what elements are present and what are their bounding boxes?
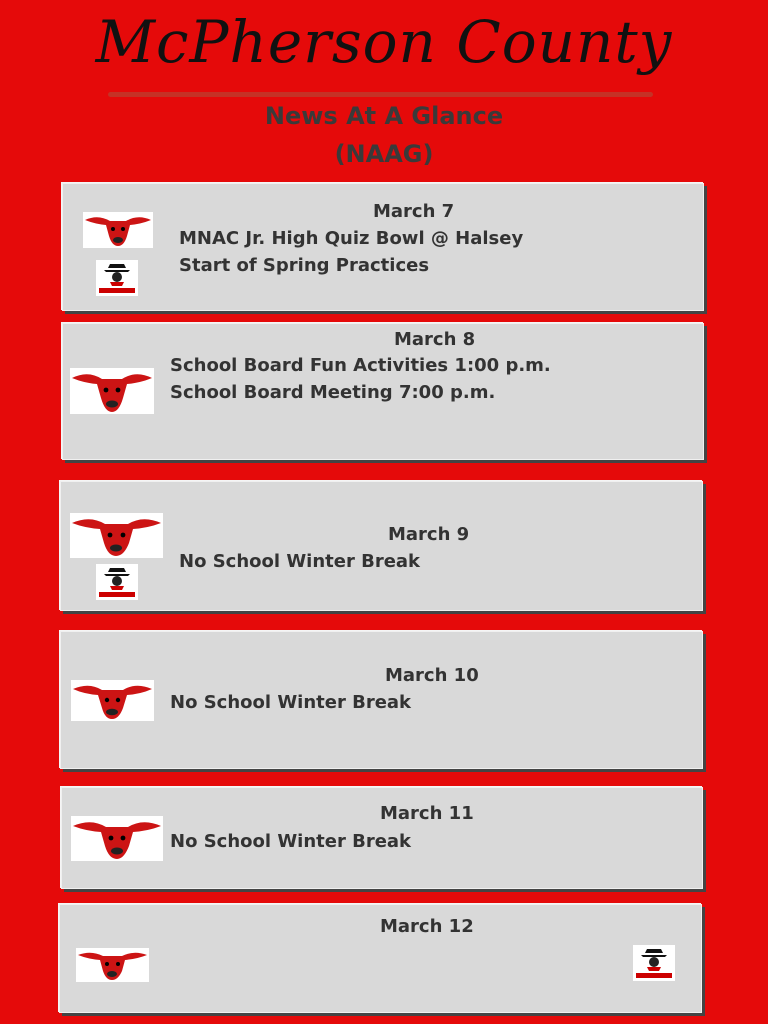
event-card — [61, 787, 703, 889]
page-subtitle: News At A Glance — [264, 102, 504, 130]
event-date: March 9 — [388, 524, 470, 545]
event-date: March 7 — [373, 201, 455, 222]
event-card — [60, 631, 703, 769]
bull-icon — [70, 513, 163, 558]
title-underline — [108, 92, 653, 97]
event-card — [60, 481, 703, 611]
bull-icon — [71, 816, 163, 861]
event-line: School Board Fun Activities 1:00 p.m. — [170, 355, 551, 376]
event-date: March 8 — [394, 329, 476, 350]
event-line: No School Winter Break — [170, 692, 412, 713]
event-line: No School Winter Break — [170, 831, 412, 852]
mavericks-logo-icon — [633, 945, 675, 981]
bull-icon — [70, 368, 154, 414]
event-line: MNAC Jr. High Quiz Bowl @ Halsey — [179, 228, 524, 249]
event-date: March 10 — [385, 665, 479, 686]
page-subtitle-abbrev: (NAAG) — [334, 140, 434, 168]
bull-icon — [71, 680, 154, 721]
event-card — [62, 183, 704, 311]
bull-icon — [76, 948, 149, 982]
event-line: No School Winter Break — [179, 551, 421, 572]
event-line: Start of Spring Practices — [179, 255, 430, 276]
page-title: McPherson County — [95, 8, 673, 76]
mavericks-logo-icon — [96, 564, 138, 600]
bull-icon — [83, 212, 153, 248]
event-card — [59, 904, 702, 1013]
mavericks-logo-icon — [96, 260, 138, 296]
event-date: March 12 — [380, 916, 474, 937]
event-card — [62, 323, 704, 460]
event-line: School Board Meeting 7:00 p.m. — [170, 382, 496, 403]
event-date: March 11 — [380, 803, 474, 824]
